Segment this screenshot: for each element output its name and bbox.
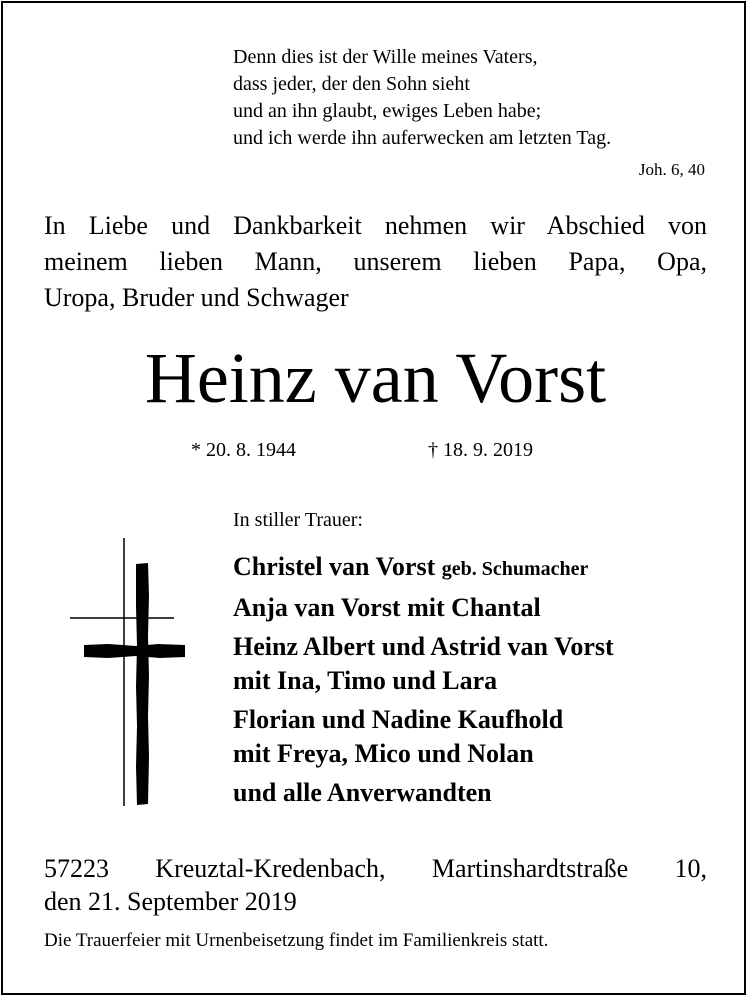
maiden-name: geb. Schumacher: [441, 558, 589, 580]
verse-line: und ich werde ihn auferwecken am letzten Tag.: [233, 127, 612, 149]
verse-reference: Joh. 6, 40: [638, 160, 705, 179]
intro-text: [44, 208, 707, 316]
date-line: den 21. September 2019: [44, 887, 297, 916]
mourner-entry: [233, 776, 614, 810]
verse-line: Denn dies ist der Wille meines Vaters,: [233, 46, 538, 68]
mourner-line: und alle Anverwandten: [233, 778, 492, 807]
verse-line: dass jeder, der den Sohn sieht: [233, 73, 470, 95]
mourner-line: mit Freya, Mico und Nolan: [233, 739, 534, 768]
birth-date: * 20. 8. 1944: [191, 439, 296, 461]
bible-verse: [233, 44, 611, 152]
verse-line: und an ihn glaubt, ewiges Leben habe;: [233, 100, 542, 122]
mourner-line: mit Ina, Timo und Lara: [233, 666, 498, 695]
intro-line: meinem lieben Mann, unserem lieben Papa, Opa,: [44, 247, 707, 276]
address-line: 57223 Kreuztal-Kredenbach, Martinshardtstraße 10,: [44, 854, 707, 883]
intro-line: In Liebe und Dankbarkeit nehmen wir Abschied von: [44, 211, 707, 240]
deceased-name: Heinz van Vorst: [144, 338, 607, 418]
mourner-line: Heinz Albert und Astrid van Vorst: [233, 632, 614, 661]
mourner-entry: [233, 630, 614, 698]
mourners-list: [233, 550, 614, 810]
mourner-entry: [233, 550, 614, 586]
intro-line: Uropa, Bruder und Schwager: [44, 283, 349, 312]
death-date: † 18. 9. 2019: [428, 439, 533, 461]
mourner-entry: [233, 591, 614, 625]
mourner-entry: [233, 703, 614, 771]
address-block: [44, 852, 707, 918]
cross-icon: [68, 536, 188, 808]
funeral-notice: Die Trauerfeier mit Urnenbeisetzung findet im Familienkreis statt.: [44, 930, 549, 951]
mourner-line: Florian und Nadine Kaufhold: [233, 705, 564, 734]
mourner-name: Christel van Vorst: [233, 552, 436, 581]
mourner-line: Anja van Vorst mit Chantal: [233, 593, 541, 622]
mourning-label: In stiller Trauer:: [233, 509, 363, 531]
